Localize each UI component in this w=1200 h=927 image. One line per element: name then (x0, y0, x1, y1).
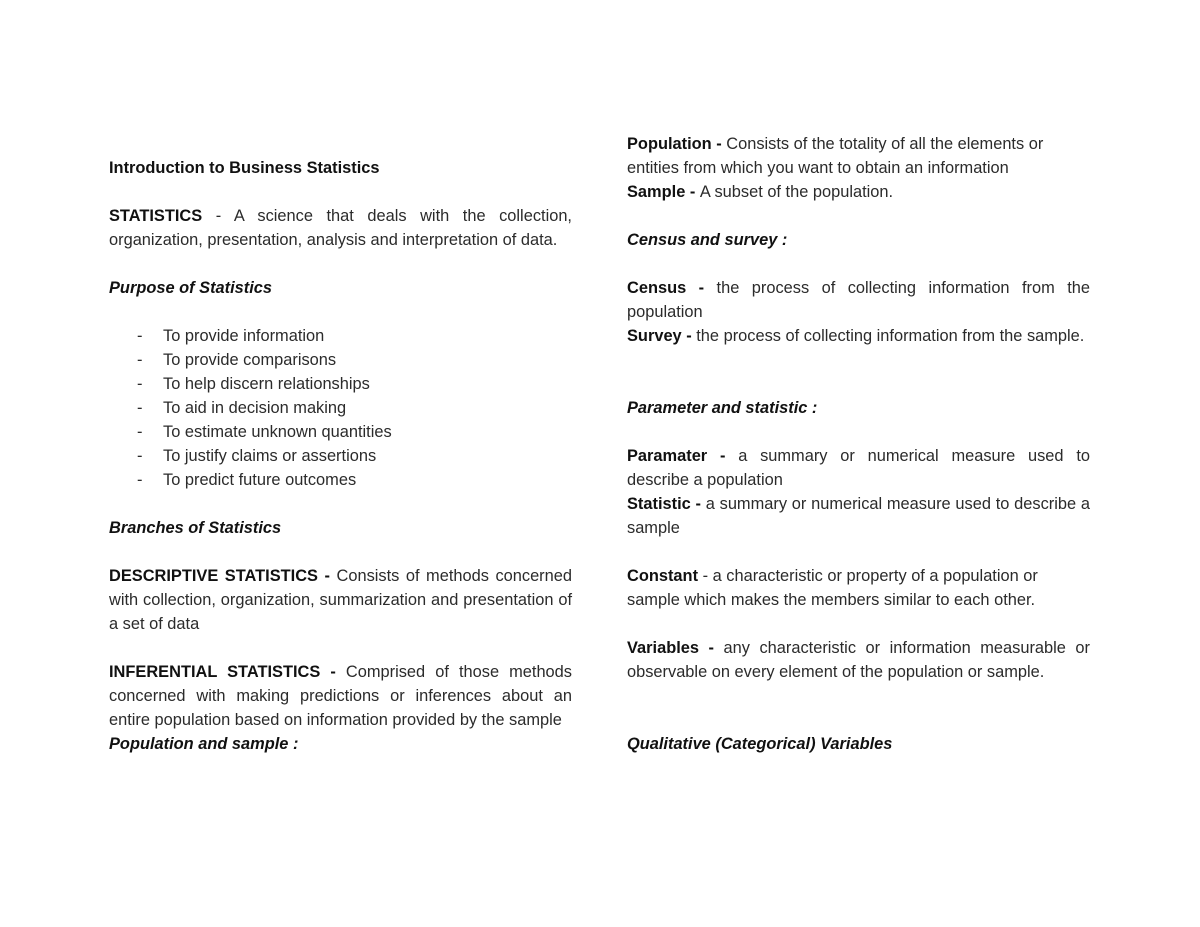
parameter-separator: - (707, 447, 739, 465)
bullet-dash: - (137, 423, 143, 441)
bullet-dash: - (137, 447, 143, 465)
population-definition (627, 132, 1090, 180)
statistics-separator: - (202, 207, 234, 225)
sample-separator: - (685, 183, 700, 201)
survey-separator: - (681, 327, 697, 345)
purpose-item-label: To justify claims or assertions (163, 447, 377, 465)
document-title: Introduction to Business Statistics (109, 159, 380, 177)
bullet-dash: - (137, 375, 143, 393)
parameter-term: Paramater (627, 447, 708, 465)
qualitative-heading: Qualitative (Categorical) Variables (627, 735, 893, 753)
purpose-item-label: To provide comparisons (163, 351, 337, 369)
sample-term: Sample (627, 183, 686, 201)
list-item (109, 348, 572, 372)
parameter-definition (627, 444, 1090, 492)
purpose-item-label: To help discern relationships (163, 375, 370, 393)
descriptive-text: Consists of methods concerned with collection, organization, summarization and presentation of a set of data (109, 567, 572, 633)
survey-text: the process of collecting information from the sample. (696, 327, 1085, 345)
descriptive-separator: - (318, 567, 337, 585)
inferential-text: Comprised of those methods concerned with making predictions or inferences about an entire population based on information provided by the sample (109, 663, 572, 729)
census-text: the process of collecting information from the population (627, 279, 1090, 321)
purpose-heading: Purpose of Statistics (109, 279, 273, 297)
survey-definition (627, 324, 1090, 348)
statistics-term: STATISTICS (109, 207, 203, 225)
list-item (109, 444, 572, 468)
purpose-list (109, 324, 572, 492)
census-definition (627, 276, 1090, 324)
descriptive-definition (109, 564, 572, 636)
list-item (109, 372, 572, 396)
statistics-text: A science that deals with the collection, organization, presentation, analysis and interpretation of data. (109, 207, 572, 249)
purpose-item-label: To provide information (163, 327, 325, 345)
constant-separator: - (698, 567, 713, 585)
inferential-definition (109, 660, 572, 732)
sample-text: A subset of the population. (699, 183, 894, 201)
descriptive-term: DESCRIPTIVE STATISTICS (109, 567, 318, 585)
bullet-dash: - (137, 471, 143, 489)
census-separator: - (686, 279, 717, 297)
variables-term: Variables (627, 639, 699, 657)
parameter-statistic-heading: Parameter and statistic : (627, 399, 818, 417)
list-item (109, 468, 572, 492)
bullet-dash: - (137, 351, 143, 369)
sample-definition (627, 180, 1090, 204)
statistic-term: Statistic (627, 495, 691, 513)
population-separator: - (711, 135, 727, 153)
left-column (109, 156, 572, 756)
purpose-item-label: To aid in decision making (163, 399, 347, 417)
right-column (627, 132, 1090, 756)
bullet-dash: - (137, 327, 143, 345)
parameter-text: a summary or numerical measure used to describe a population (627, 447, 1090, 489)
population-term: Population (627, 135, 712, 153)
statistic-separator: - (690, 495, 706, 513)
survey-term: Survey (627, 327, 682, 345)
list-item (109, 324, 572, 348)
constant-term: Constant (627, 567, 699, 585)
population-text: Consists of the totality of all the elements or entities from which you want to obtain an information (627, 135, 1044, 177)
list-item (109, 420, 572, 444)
purpose-item-label: To estimate unknown quantities (163, 423, 392, 441)
constant-definition (627, 564, 1090, 612)
statistic-definition (627, 492, 1090, 540)
statistics-definition (109, 204, 572, 252)
variables-definition (627, 636, 1090, 684)
population-sample-heading: Population and sample : (109, 735, 299, 753)
census-term: Census (627, 279, 687, 297)
constant-text: a characteristic or property of a population or sample which makes the members similar to each other. (627, 567, 1038, 609)
list-item (109, 396, 572, 420)
inferential-separator: - (320, 663, 346, 681)
variables-text: any characteristic or information measurable or observable on every element of the population or sample. (627, 639, 1090, 681)
variables-separator: - (699, 639, 724, 657)
statistic-text: a summary or numerical measure used to describe a sample (627, 495, 1090, 537)
purpose-item-label: To predict future outcomes (163, 471, 357, 489)
branches-heading: Branches of Statistics (109, 519, 282, 537)
census-survey-heading: Census and survey : (627, 231, 788, 249)
bullet-dash: - (137, 399, 143, 417)
inferential-term: INFERENTIAL STATISTICS (109, 663, 321, 681)
